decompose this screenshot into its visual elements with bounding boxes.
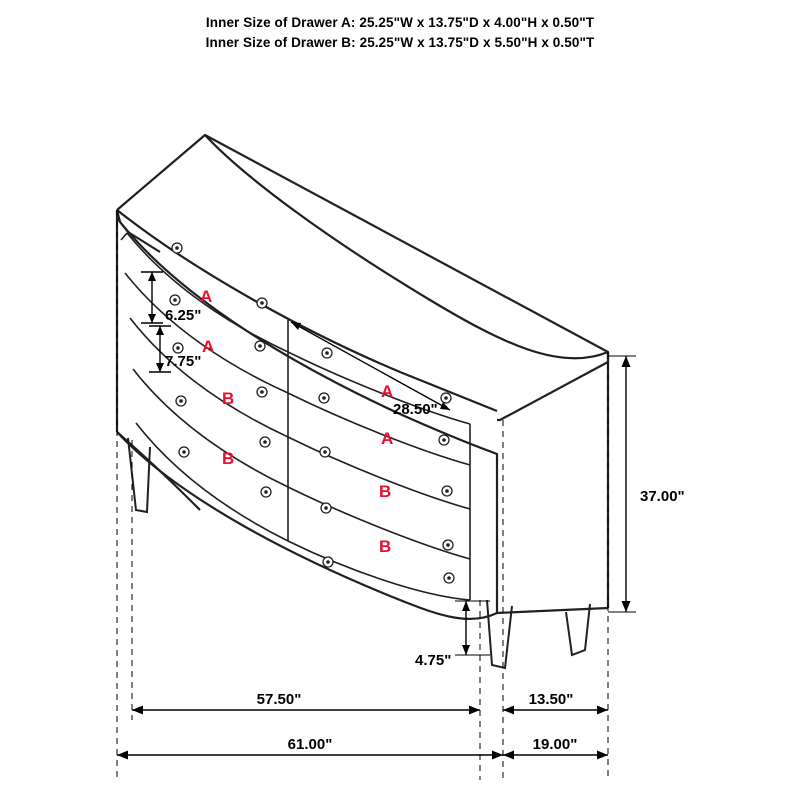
drawer-label-left-2: A xyxy=(202,337,215,356)
dimension-label-19-00: 19.00" xyxy=(532,736,578,753)
dimension-label-7-75: 7.75" xyxy=(165,353,202,370)
dimension-label-6-25: 6.25" xyxy=(165,307,202,324)
dresser-legs xyxy=(128,438,590,668)
dimension-case-width xyxy=(132,706,480,715)
drawer-label-right-3: B xyxy=(379,482,392,501)
dimension-total-height xyxy=(608,356,636,612)
header-line-drawer-b: Inner Size of Drawer B: 25.25"W x 13.75"D x 5.50"H x 0.50"T xyxy=(205,35,595,50)
drawer-label-left-4: B xyxy=(222,449,235,468)
dimension-label-28-50: 28.50" xyxy=(393,401,438,418)
dimension-drawer-a-height xyxy=(141,272,163,323)
dresser-outline xyxy=(117,135,608,619)
dimension-leg-height xyxy=(455,601,490,655)
dimension-drawer-width xyxy=(291,322,450,410)
drawer-label-right-4: B xyxy=(379,537,392,556)
drawer-label-right-1: A xyxy=(381,382,394,401)
dimension-label-57-50: 57.50" xyxy=(256,691,302,708)
dimension-label-37-00: 37.00" xyxy=(640,488,685,505)
drawer-label-left-3: B xyxy=(222,389,235,408)
drawer-label-left-1: A xyxy=(200,287,213,306)
dimension-label-4-75: 4.75" xyxy=(415,652,452,669)
header-line-drawer-a: Inner Size of Drawer A: 25.25"W x 13.75"D x 4.00"H x 0.50"T xyxy=(205,15,595,30)
dimension-label-61-00: 61.00" xyxy=(287,736,333,753)
drawer-label-right-2: A xyxy=(381,429,394,448)
dimension-label-13-50: 13.50" xyxy=(528,691,574,708)
